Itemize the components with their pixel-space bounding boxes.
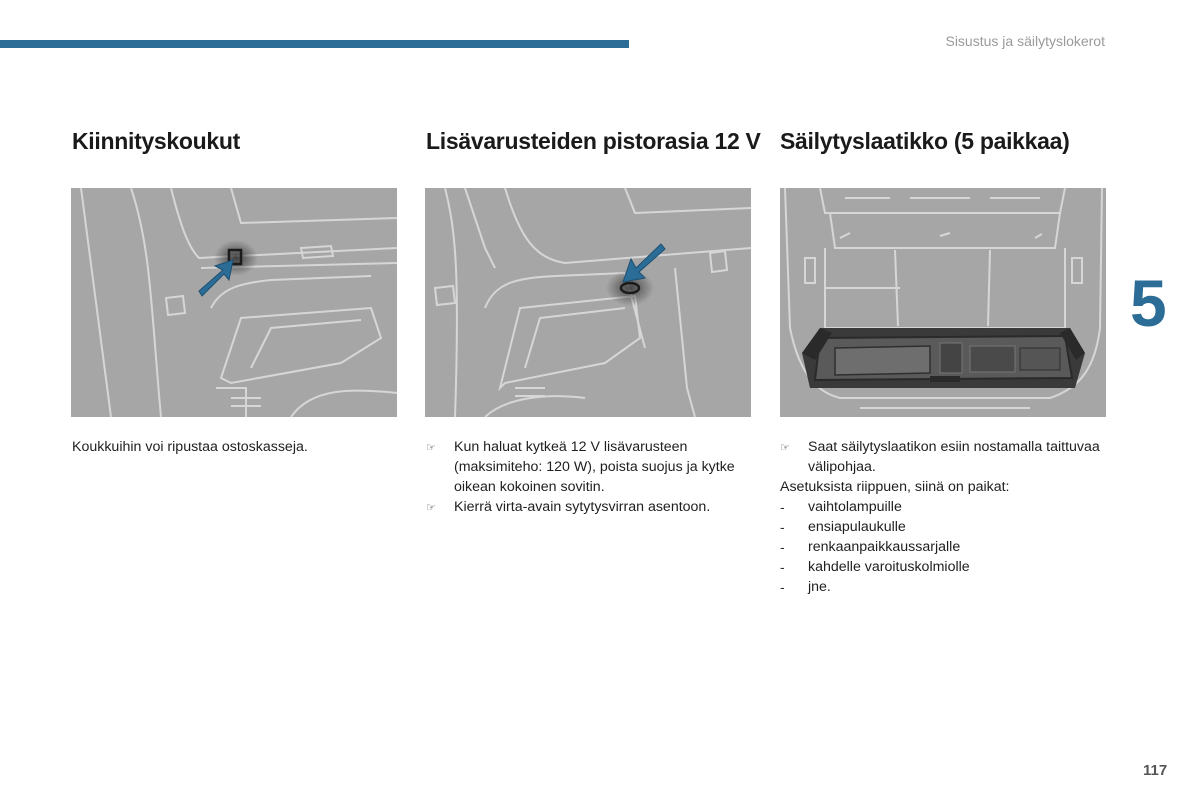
list-item (426, 437, 756, 497)
list-item-text: vaihtolampuille (808, 499, 902, 515)
paragraph: Asetuksista riippuen, siinä on paikat: (780, 479, 1010, 495)
column-hooks (72, 128, 402, 455)
column-title: Säilytyslaatikko (5 paikkaa) (780, 128, 1070, 154)
hooks-text (72, 437, 402, 457)
list-item (426, 497, 756, 518)
hand-pointer-icon: ☞ (426, 442, 436, 454)
list-item (780, 497, 1110, 517)
hooks-illustration (71, 188, 397, 417)
dash-marker: - (780, 499, 785, 515)
dash-marker: - (780, 559, 785, 575)
dash-marker: - (780, 519, 785, 535)
storage-text (780, 437, 1110, 597)
hand-pointer-icon: ☞ (780, 442, 790, 454)
list-item (780, 537, 1110, 557)
list-item-text: Kun haluat kytkeä 12 V lisävarusteen (maksimiteho: 120 W), poista suojus ja kytke oikean kokoinen sovitin. (454, 439, 735, 495)
page-number: 117 (1143, 762, 1168, 779)
storage-illustration (780, 188, 1106, 417)
column-title: Lisävarusteiden pistorasia 12 V (426, 128, 761, 154)
dash-marker: - (780, 579, 785, 595)
dash-marker: - (780, 539, 785, 555)
list-item-text: renkaanpaikkaussarjalle (808, 539, 961, 555)
socket-illustration (425, 188, 751, 417)
chapter-number: 5 (1130, 266, 1167, 340)
list-item-text: ensiapulaukulle (808, 519, 906, 535)
paragraph: Koukkuihin voi ripustaa ostoskasseja. (72, 439, 308, 455)
list-item-text: jne. (808, 579, 831, 595)
column-storage (780, 128, 1110, 595)
list-item (780, 437, 1110, 477)
hand-pointer-icon: ☞ (426, 502, 436, 514)
column-socket (426, 128, 761, 515)
section-title: Sisustus ja säilytyslokerot (945, 33, 1105, 49)
list-item (780, 517, 1110, 537)
list-item (780, 577, 1110, 597)
header-accent-bar (0, 40, 629, 48)
list-item (780, 557, 1110, 577)
socket-text (426, 437, 756, 518)
list-item-text: Kierrä virta-avain sytytysvirran asentoon. (454, 499, 711, 515)
list-item-text: Saat säilytyslaatikon esiin nostamalla taittuvaa välipohjaa. (808, 439, 1100, 475)
list-item-text: kahdelle varoituskolmiolle (808, 559, 970, 575)
column-title: Kiinnityskoukut (72, 128, 241, 154)
